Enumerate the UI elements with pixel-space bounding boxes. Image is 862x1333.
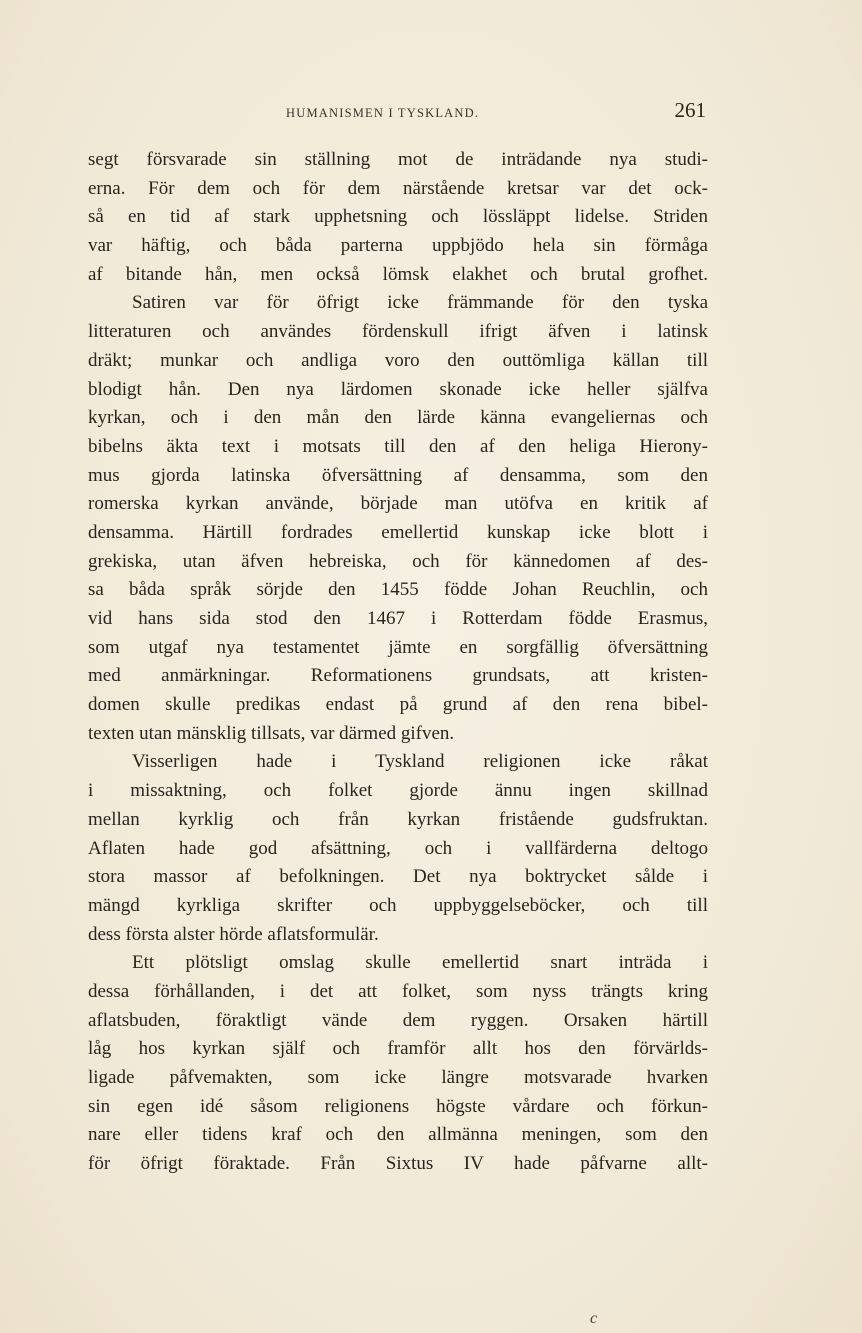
page-number: 261: [674, 98, 706, 122]
text-line: mängd kyrkliga skrifter och uppbyggelseböcker, och till: [88, 894, 708, 916]
text-line: sin egen idé såsom religionens högste vårdare och förkun-: [88, 1095, 708, 1117]
bottom-mark: c: [590, 1310, 598, 1327]
text-line: med anmärkningar. Reformationens grundsats, att kristen-: [88, 665, 708, 687]
text-line: bibelns äkta text i motsats till den af den heliga Hierony-: [88, 435, 708, 457]
text-line: Satiren var för öfrigt icke främmande för den tyska: [132, 292, 708, 314]
text-line: som utgaf nya testamentet jämte en sorgfällig öfversättning: [88, 636, 708, 658]
text-line: stora massor af befolkningen. Det nya boktrycket sålde i: [88, 866, 708, 888]
text-line: grekiska, utan äfven hebreiska, och för kännedomen af des-: [88, 550, 708, 572]
text-line: i missaktning, och folket gjorde ännu ingen skillnad: [88, 780, 708, 802]
text-line: nare eller tidens kraf och den allmänna meningen, som den: [88, 1124, 708, 1146]
text-line: dräkt; munkar och andliga voro den outtömliga källan till: [88, 349, 708, 371]
text-line: mellan kyrklig och från kyrkan fristående gudsfruktan.: [88, 808, 708, 830]
text-line: var häftig, och båda parterna uppbjödo hela sin förmåga: [88, 235, 708, 257]
text-line: domen skulle predikas endast på grund af den rena bibel-: [88, 694, 708, 716]
text-line: ligade påfvemakten, som icke längre motsvarade hvarken: [88, 1067, 708, 1088]
running-head: HUMANISMEN I TYSKLAND.: [286, 106, 480, 120]
text-line: af bitande hån, men också lömsk elakhet och brutal grofhet.: [88, 263, 708, 285]
text-line: dess första alster hörde aflatsformulär.: [88, 923, 379, 945]
text-line: Ett plötsligt omslag skulle emellertid snart inträda i: [132, 952, 708, 974]
body-text: [88, 146, 708, 1179]
text-line: mus gjorda latinska öfversättning af densamma, som den: [88, 464, 708, 486]
text-line: romerska kyrkan använde, började man utöfva en kritik af: [88, 493, 708, 515]
text-line: låg hos kyrkan själf och framför allt hos den förvärlds-: [88, 1038, 708, 1060]
text-line: erna. För dem och för dem närstående kretsar var det ock-: [88, 177, 708, 199]
text-line: så en tid af stark upphetsning och lössläppt lidelse. Striden: [88, 206, 708, 228]
text-line: kyrkan, och i den mån den lärde känna evangeliernas och: [88, 407, 708, 429]
text-line: sa båda språk sörjde den 1455 födde Johan Reuchlin, och: [88, 579, 708, 601]
text-line: texten utan mänsklig tillsats, var därmed gifven.: [88, 722, 455, 744]
text-line: segt försvarade sin ställning mot de inträdande nya studi-: [88, 149, 708, 170]
page-header: [88, 98, 708, 128]
text-line: för öfrigt föraktade. Från Sixtus IV hade påfvarne allt-: [88, 1153, 708, 1175]
text-line: Visserligen hade i Tyskland religionen icke råkat: [132, 751, 708, 773]
text-line: litteraturen och användes fördenskull ifrigt äfven i latinsk: [88, 321, 708, 343]
text-line: Aflaten hade god afsättning, och i vallfärderna deltogo: [88, 837, 708, 859]
text-line: dessa förhållanden, i det att folket, som nyss trängts kring: [88, 980, 708, 1002]
text-line: blodigt hån. Den nya lärdomen skonade icke heller själfva: [88, 378, 708, 400]
text-line: vid hans sida stod den 1467 i Rotterdam födde Erasmus,: [88, 608, 708, 629]
text-line: aflatsbuden, föraktligt vände dem ryggen. Orsaken härtill: [88, 1009, 708, 1031]
text-line: densamma. Härtill fordrades emellertid kunskap icke blott i: [88, 521, 708, 543]
